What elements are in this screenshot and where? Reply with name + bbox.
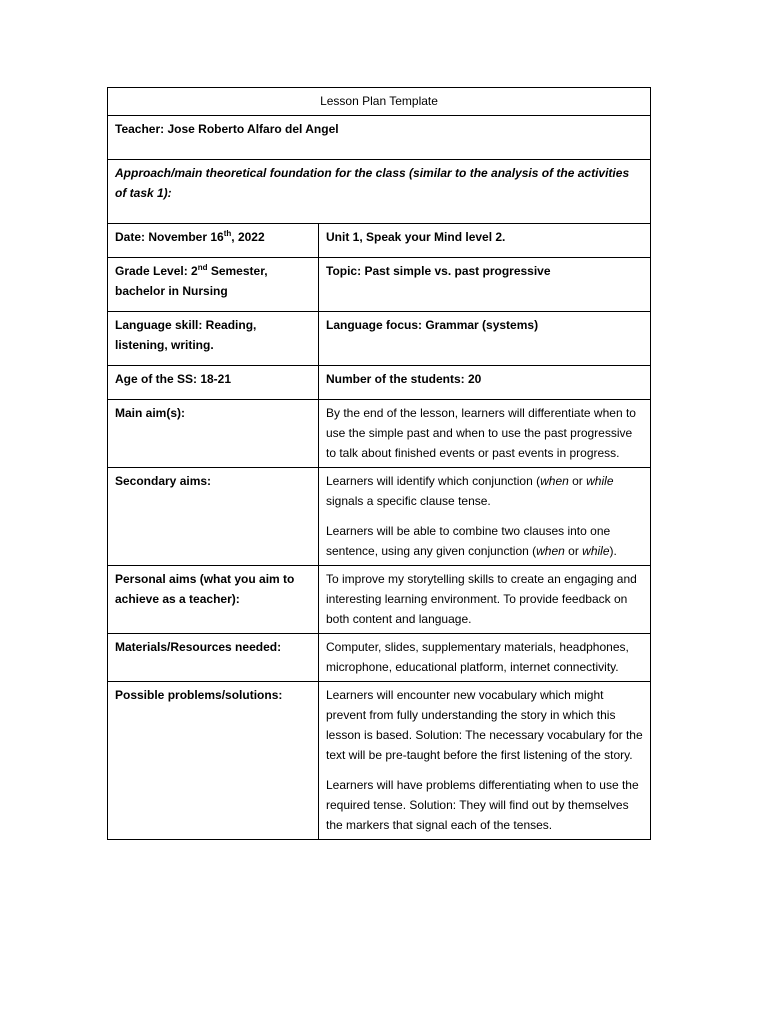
conjunction-when: when — [540, 474, 569, 488]
language-skill-cell: Language skill: Reading, listening, writing. — [108, 312, 319, 366]
conjunction-while: while — [582, 544, 610, 558]
personal-aims-row — [108, 566, 651, 634]
secondary-aims-label: Secondary aims: — [108, 468, 319, 566]
secondary-aim-2-start: Learners will be able to combine two clauses into one sentence, using any given conjunction ( — [326, 524, 611, 558]
main-aims-text: By the end of the lesson, learners will differentiate when to use the simple past and when to use the past progressive to talk about finished events or past events in progress. — [319, 400, 651, 468]
date-suffix: , 2022 — [231, 230, 265, 244]
conjunction-or: or — [564, 544, 583, 558]
teacher-row — [108, 116, 651, 160]
secondary-aim-2 — [326, 521, 643, 561]
secondary-aim-1-end: signals a specific clause tense. — [326, 494, 491, 508]
students-cell: Number of the students: 20 — [319, 366, 651, 400]
personal-aims-label: Personal aims (what you aim to achieve as a teacher): — [108, 566, 319, 634]
lesson-plan-table — [107, 87, 651, 840]
grade-superscript: nd — [197, 263, 208, 272]
materials-text: Computer, slides, supplementary materials, headphones, microphone, educational platform, internet connectivity. — [319, 634, 651, 682]
main-aims-label: Main aim(s): — [108, 400, 319, 468]
secondary-aim-1-start: Learners will identify which conjunction ( — [326, 474, 541, 488]
skill-focus-row — [108, 312, 651, 366]
grade-cell — [108, 258, 319, 312]
grade-suffix: Semester, bachelor in Nursing — [115, 264, 268, 298]
language-focus-cell: Language focus: Grammar (systems) — [319, 312, 651, 366]
main-aims-row — [108, 400, 651, 468]
secondary-aim-2-end: ). — [609, 544, 617, 558]
secondary-aims-row — [108, 468, 651, 566]
secondary-aims-text — [319, 468, 651, 566]
date-unit-row — [108, 224, 651, 258]
document-title: Lesson Plan Template — [108, 88, 651, 116]
approach-label: Approach/main theoretical foundation for the class (similar to the analysis of the activities of task 1): — [108, 160, 651, 224]
personal-aims-text: To improve my storytelling skills to create an engaging and interesting learning environment. To provide feedback on both content and language. — [319, 566, 651, 634]
date-cell — [108, 224, 319, 258]
age-cell: Age of the SS: 18-21 — [108, 366, 319, 400]
problems-row — [108, 682, 651, 840]
topic-cell: Topic: Past simple vs. past progressive — [319, 258, 651, 312]
teacher-name: Teacher: Jose Roberto Alfaro del Angel — [108, 116, 651, 160]
date-prefix: Date: November 16 — [115, 230, 224, 244]
grade-prefix: Grade Level: 2 — [115, 264, 198, 278]
problem-solution-1: Learners will encounter new vocabulary which might prevent from fully understanding the story in which this lesson is based. Solution: The necessary vocabulary for the text will be pre-taught before the first listening of the story. — [326, 688, 643, 762]
date-superscript: th — [223, 229, 232, 238]
approach-row — [108, 160, 651, 224]
age-students-row — [108, 366, 651, 400]
materials-label: Materials/Resources needed: — [108, 634, 319, 682]
unit-cell: Unit 1, Speak your Mind level 2. — [319, 224, 651, 258]
secondary-aim-1 — [326, 471, 643, 511]
problem-solution-2: Learners will have problems differentiating when to use the required tense. Solution: They will find out by themselves the markers that signal each of the tenses. — [326, 778, 639, 832]
title-row — [108, 88, 651, 116]
materials-row — [108, 634, 651, 682]
conjunction-or: or — [568, 474, 587, 488]
grade-topic-row — [108, 258, 651, 312]
conjunction-while: while — [586, 474, 614, 488]
problems-text — [319, 682, 651, 840]
conjunction-when: when — [536, 544, 565, 558]
problems-label: Possible problems/solutions: — [108, 682, 319, 840]
